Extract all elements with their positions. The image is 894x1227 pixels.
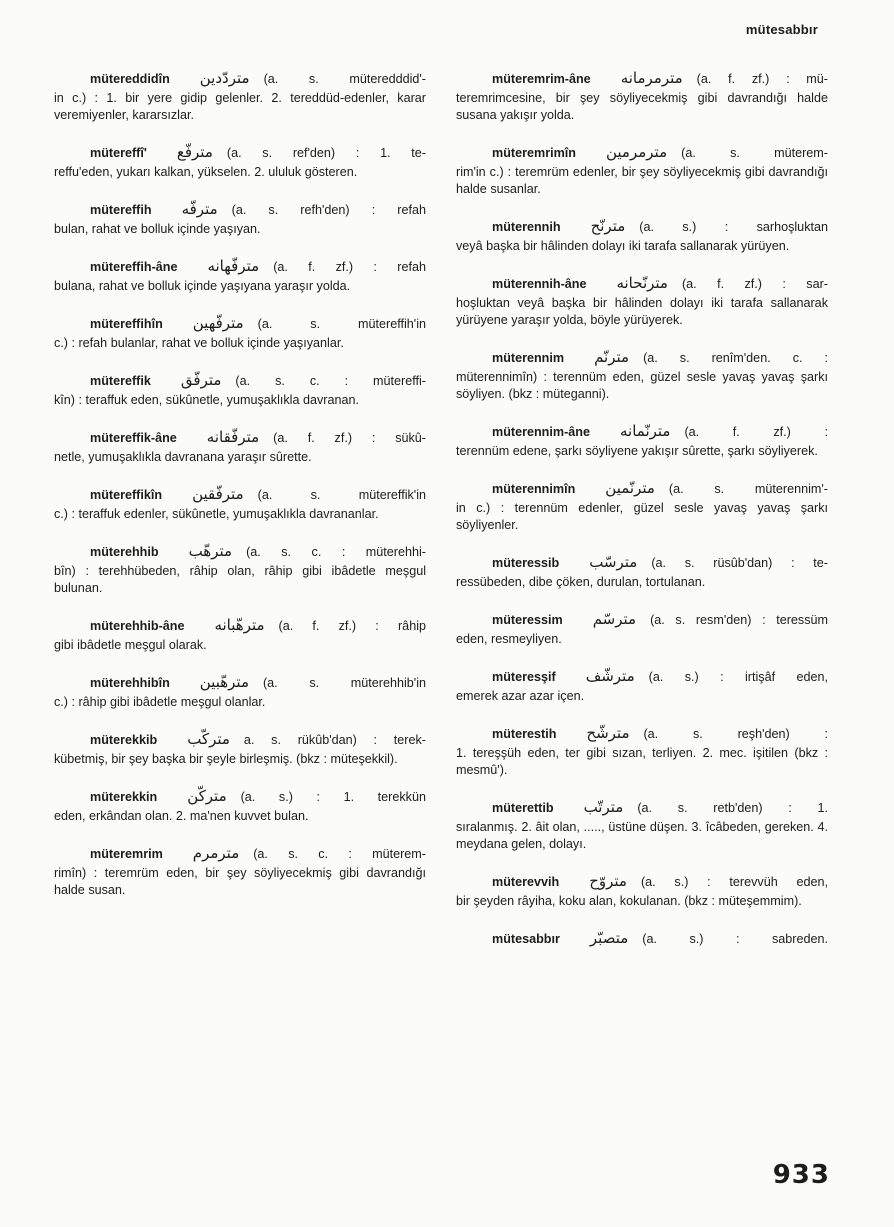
entry-definition: netle, yumuşaklıkla davranana yaraşır sûrette.	[54, 450, 312, 464]
arabic-script: مترنّحانه	[616, 274, 668, 292]
arabic-script: مترشّح	[586, 724, 630, 742]
dictionary-entry	[54, 617, 426, 654]
dictionary-entry	[54, 486, 426, 523]
headword: müterehhib	[90, 545, 159, 559]
arabic-script: متصبّر	[589, 929, 629, 947]
dictionary-entry	[456, 480, 828, 534]
entry-head-definition: (a. s. renîm'den. c. :	[643, 351, 828, 365]
dictionary-entry	[456, 930, 828, 948]
headword: müterestih	[492, 727, 557, 741]
entry-definition: sıralanmış. 2. âit olan, ....., üstüne düşen. 3. îcâbeden, gereken. 4. meydana gelen, dolayı.	[456, 820, 828, 851]
arabic-script: مترمرم	[192, 844, 240, 862]
arabic-script: مترنّمانه	[619, 422, 671, 440]
arabic-script: مترسّب	[589, 553, 638, 571]
entry-head-line	[90, 144, 426, 162]
dictionary-entry	[54, 788, 426, 825]
arabic-script: مترسّم	[592, 610, 637, 628]
arabic-script: متركّن	[187, 787, 227, 805]
entry-definition: hoşluktan veyâ başka bir hâlinden dolayı iki tarafa sallanarak yürüyene yaraşır yolda, böyle yürüyerek.	[456, 296, 828, 327]
entry-definition: gibi ibâdetle meşgul olarak.	[54, 638, 207, 652]
arabic-script: مترنّمين	[605, 479, 655, 497]
arabic-script: مترهّبين	[199, 673, 249, 691]
entry-definition: müterennimîn) : terennüm eden, güzel sesle yavaş yavaş şarkı söyliyen. (bkz : müteganni).	[456, 370, 828, 401]
entry-head-definition: (a. s.) : sabreden.	[642, 932, 828, 946]
headword: mütereffihîn	[90, 317, 163, 331]
arabic-script: مترهّبانه	[214, 616, 265, 634]
headword: mütereffî'	[90, 146, 147, 160]
entry-head-definition: (a. s. mütereffih'in	[257, 317, 426, 331]
arabic-script: مترمرمين	[605, 143, 668, 161]
right-column	[456, 70, 828, 968]
dictionary-entry	[54, 543, 426, 597]
headword: mütereddidîn	[90, 72, 170, 86]
dictionary-entry	[54, 315, 426, 352]
entry-head-definition: (a. s. ref'den) : 1. te-	[226, 146, 426, 160]
entry-head-definition: (a. f. zf.) :	[684, 425, 828, 439]
entry-definition: reffu'eden, yukarı kalkan, yükselen. 2. ululuk gösteren.	[54, 165, 358, 179]
entry-head-line	[90, 372, 426, 390]
headword: mütereffih	[90, 203, 152, 217]
entry-definition: ressübeden, dibe çöken, durulan, tortulanan.	[456, 575, 706, 589]
arabic-script: مترفّهين	[192, 314, 244, 332]
entry-head-definition: (a. s. c. : müterehhi-	[246, 545, 426, 559]
headword: müterennih-âne	[492, 277, 587, 291]
dictionary-entry	[456, 70, 828, 124]
entry-head-definition: (a. s. mütereffik'in	[257, 488, 426, 502]
entry-head-line	[90, 543, 426, 561]
entry-head-line	[90, 258, 426, 276]
entry-definition: c.) : refah bulanlar, rahat ve bolluk içinde yaşıyanlar.	[54, 336, 344, 350]
dictionary-entry	[456, 423, 828, 460]
entry-head-line	[90, 201, 426, 219]
headword: mütesabbır	[492, 932, 560, 946]
entry-head-line	[492, 144, 828, 162]
headword: müteresşif	[492, 670, 556, 684]
arabic-script: مترفّقانه	[206, 428, 260, 446]
headword: müterekkib	[90, 733, 158, 747]
running-head: mütesabbır	[745, 22, 818, 37]
entry-head-line	[492, 725, 828, 743]
arabic-script: متركّب	[187, 730, 230, 748]
entry-head-definition: (a. f. zf.) : mü-	[696, 72, 828, 86]
entry-head-definition: (a. s. refh'den) : refah	[231, 203, 426, 217]
headword: müteressim	[492, 613, 563, 627]
dictionary-entry	[456, 611, 828, 648]
entry-head-line	[90, 617, 426, 635]
arabic-script: متروّح	[589, 872, 627, 890]
entry-head-definition: (a. s. c. : mütereffi-	[235, 374, 426, 388]
entry-head-definition: (a. s. resm'den) : teressüm	[650, 613, 828, 627]
entry-head-definition: a. s. rükûb'dan) : terek-	[243, 733, 426, 747]
headword: mütereffikîn	[90, 488, 163, 502]
headword: mütereffik-âne	[90, 431, 177, 445]
dictionary-entry	[456, 218, 828, 255]
dictionary-entry	[456, 349, 828, 403]
dictionary-entry	[54, 70, 426, 124]
entry-head-line	[90, 429, 426, 447]
arabic-script: مترفّق	[180, 371, 222, 389]
entry-head-definition: (a. s. retb'den) : 1.	[637, 801, 828, 815]
entry-head-definition: (a. s.) : irtişâf eden,	[648, 670, 828, 684]
entry-head-definition: (a. s. müterem-	[681, 146, 828, 160]
dictionary-entry	[456, 725, 828, 779]
entry-definition: in c.) : 1. bir yere gidip gelenler. 2. tereddüd-edenler, karar veremiyenler, kararsızlar.	[54, 91, 426, 122]
entry-definition: c.) : teraffuk edenler, sükûnetle, yumuşaklıkla davrananlar.	[54, 507, 379, 521]
dictionary-entry	[54, 201, 426, 238]
dictionary-entry	[456, 275, 828, 329]
entry-head-line	[492, 70, 828, 88]
entry-head-definition: (a. s. müterennim'-	[668, 482, 828, 496]
dictionary-entry	[54, 372, 426, 409]
dictionary-entry	[54, 429, 426, 466]
arabic-script: مترهّب	[188, 542, 233, 560]
entry-definition: eden, resmeyliyen.	[456, 632, 562, 646]
dictionary-entry	[54, 258, 426, 295]
entry-definition: teremrimcesine, bir şey söyliyecekmiş gibi davrandığı halde susana yakışır yolda.	[456, 91, 828, 122]
dictionary-entry	[54, 674, 426, 711]
arabic-script: مترشّف	[585, 667, 635, 685]
entry-definition: veyâ başka bir hâlinden dolayı iki tarafa sallanarak yürüyen.	[456, 239, 790, 253]
arabic-script: مترمرمانه	[620, 69, 683, 87]
arabic-script: متردّدين	[199, 69, 250, 87]
entry-definition: bir şeyden râyiha, koku alan, kokulanan. (bkz : müteşemmim).	[456, 894, 802, 908]
arabic-script: مترنّم	[594, 348, 630, 366]
dictionary-entry	[456, 873, 828, 910]
entry-definition: rimîn) : teremrüm eden, bir şey söyliyecekmiş gibi davrandığı halde susan.	[54, 866, 426, 897]
arabic-script: مترنّح	[590, 217, 626, 235]
page-number: 933	[772, 1160, 830, 1190]
entry-head-definition: (a. s. c. : müterem-	[253, 847, 426, 861]
headword: müterehhib-âne	[90, 619, 185, 633]
entry-definition: 1. tereşşüh eden, ter gibi sızan, terliyen. 2. mec. işitilen (bkz : mesmû').	[456, 746, 828, 777]
dictionary-entry	[54, 144, 426, 181]
entry-head-line	[492, 873, 828, 891]
entry-definition: bulan, rahat ve bolluk içinde yaşıyan.	[54, 222, 261, 236]
entry-head-line	[90, 486, 426, 504]
entry-head-definition: (a. f. zf.) : râhip	[278, 619, 426, 633]
headword: müterekkin	[90, 790, 158, 804]
headword: müterennim-âne	[492, 425, 590, 439]
entry-head-line	[492, 218, 828, 236]
entry-head-line	[492, 668, 828, 686]
entry-head-line	[90, 315, 426, 333]
entry-head-line	[492, 275, 828, 293]
entry-definition: kübetmiş, bir şey başka bir şeyle birleşmiş. (bkz : müteşekkil).	[54, 752, 398, 766]
entry-head-definition: (a. s. müteredddid'-	[263, 72, 426, 86]
entry-head-definition: (a. f. zf.) : refah	[273, 260, 426, 274]
arabic-script: مترتّب	[583, 798, 624, 816]
headword: müterennim	[492, 351, 565, 365]
headword: müteressib	[492, 556, 560, 570]
dictionary-entry	[456, 144, 828, 198]
headword: müterettib	[492, 801, 554, 815]
headword: müterennih	[492, 220, 561, 234]
arabic-script: مترفّع	[176, 143, 213, 161]
dictionary-entry	[456, 668, 828, 705]
entry-definition: bîn) : terehhübeden, râhip olan, râhip gibi ibâdetle meşgul bulunan.	[54, 564, 426, 595]
entry-head-definition: (a. s. müterehhib'in	[262, 676, 426, 690]
entry-head-line	[90, 674, 426, 692]
entry-head-line	[492, 480, 828, 498]
entry-head-line	[492, 349, 828, 367]
entry-head-line	[492, 423, 828, 441]
headword: müterennimîn	[492, 482, 576, 496]
dictionary-entry	[456, 799, 828, 853]
entry-head-definition: (a. s.) : 1. terekkün	[240, 790, 426, 804]
entry-head-line	[90, 788, 426, 806]
entry-head-line	[492, 611, 828, 629]
dictionary-entry	[456, 554, 828, 591]
entry-definition: c.) : râhip gibi ibâdetle meşgul olanlar.	[54, 695, 266, 709]
entry-head-definition: (a. s.) : sarhoşluktan	[639, 220, 828, 234]
entry-definition: eden, erkândan olan. 2. ma'nen kuvvet bulan.	[54, 809, 309, 823]
left-column	[54, 70, 426, 919]
entry-head-line	[90, 845, 426, 863]
arabic-script: مترفّه	[181, 200, 218, 218]
entry-head-definition: (a. s. reşh'den) :	[643, 727, 828, 741]
entry-definition: terennüm edene, şarkı söyliyene yakışır sûrette, şarkı söyliyerek.	[456, 444, 818, 458]
entry-head-line	[90, 70, 426, 88]
headword: mütereffih-âne	[90, 260, 178, 274]
entry-head-definition: (a. f. zf.) : sükû-	[273, 431, 426, 445]
headword: müteremrim	[90, 847, 163, 861]
entry-definition: in c.) : terennüm edenler, güzel sesle yavaş yavaş şarkı söyliyenler.	[456, 501, 828, 532]
entry-definition: kîn) : teraffuk eden, sükûnetle, yumuşaklıkla davranan.	[54, 393, 359, 407]
dictionary-entry	[54, 845, 426, 899]
entry-definition: emerek azar azar içen.	[456, 689, 585, 703]
headword: müteremrim-âne	[492, 72, 591, 86]
headword: müteremrimîn	[492, 146, 576, 160]
dictionary-entry	[54, 731, 426, 768]
entry-head-definition: (a. s.) : terevvüh eden,	[640, 875, 828, 889]
arabic-script: مترفّهانه	[207, 257, 260, 275]
entry-head-definition: (a. f. zf.) : sar-	[681, 277, 828, 291]
headword: müterehhibîn	[90, 676, 170, 690]
entry-head-line	[492, 554, 828, 572]
entry-head-line	[90, 731, 426, 749]
entry-head-definition: (a. s. rüsûb'dan) : te-	[651, 556, 828, 570]
entry-head-line	[492, 930, 828, 948]
entry-head-line	[492, 799, 828, 817]
entry-definition: bulana, rahat ve bolluk içinde yaşıyana yaraşır yolda.	[54, 279, 351, 293]
arabic-script: مترفّقين	[192, 485, 244, 503]
entry-definition: rim'in c.) : teremrüm edenler, bir şey söyliyecekmiş gibi davrandığı halde susanlar.	[456, 165, 828, 196]
headword: mütereffik	[90, 374, 151, 388]
headword: müterevvih	[492, 875, 560, 889]
